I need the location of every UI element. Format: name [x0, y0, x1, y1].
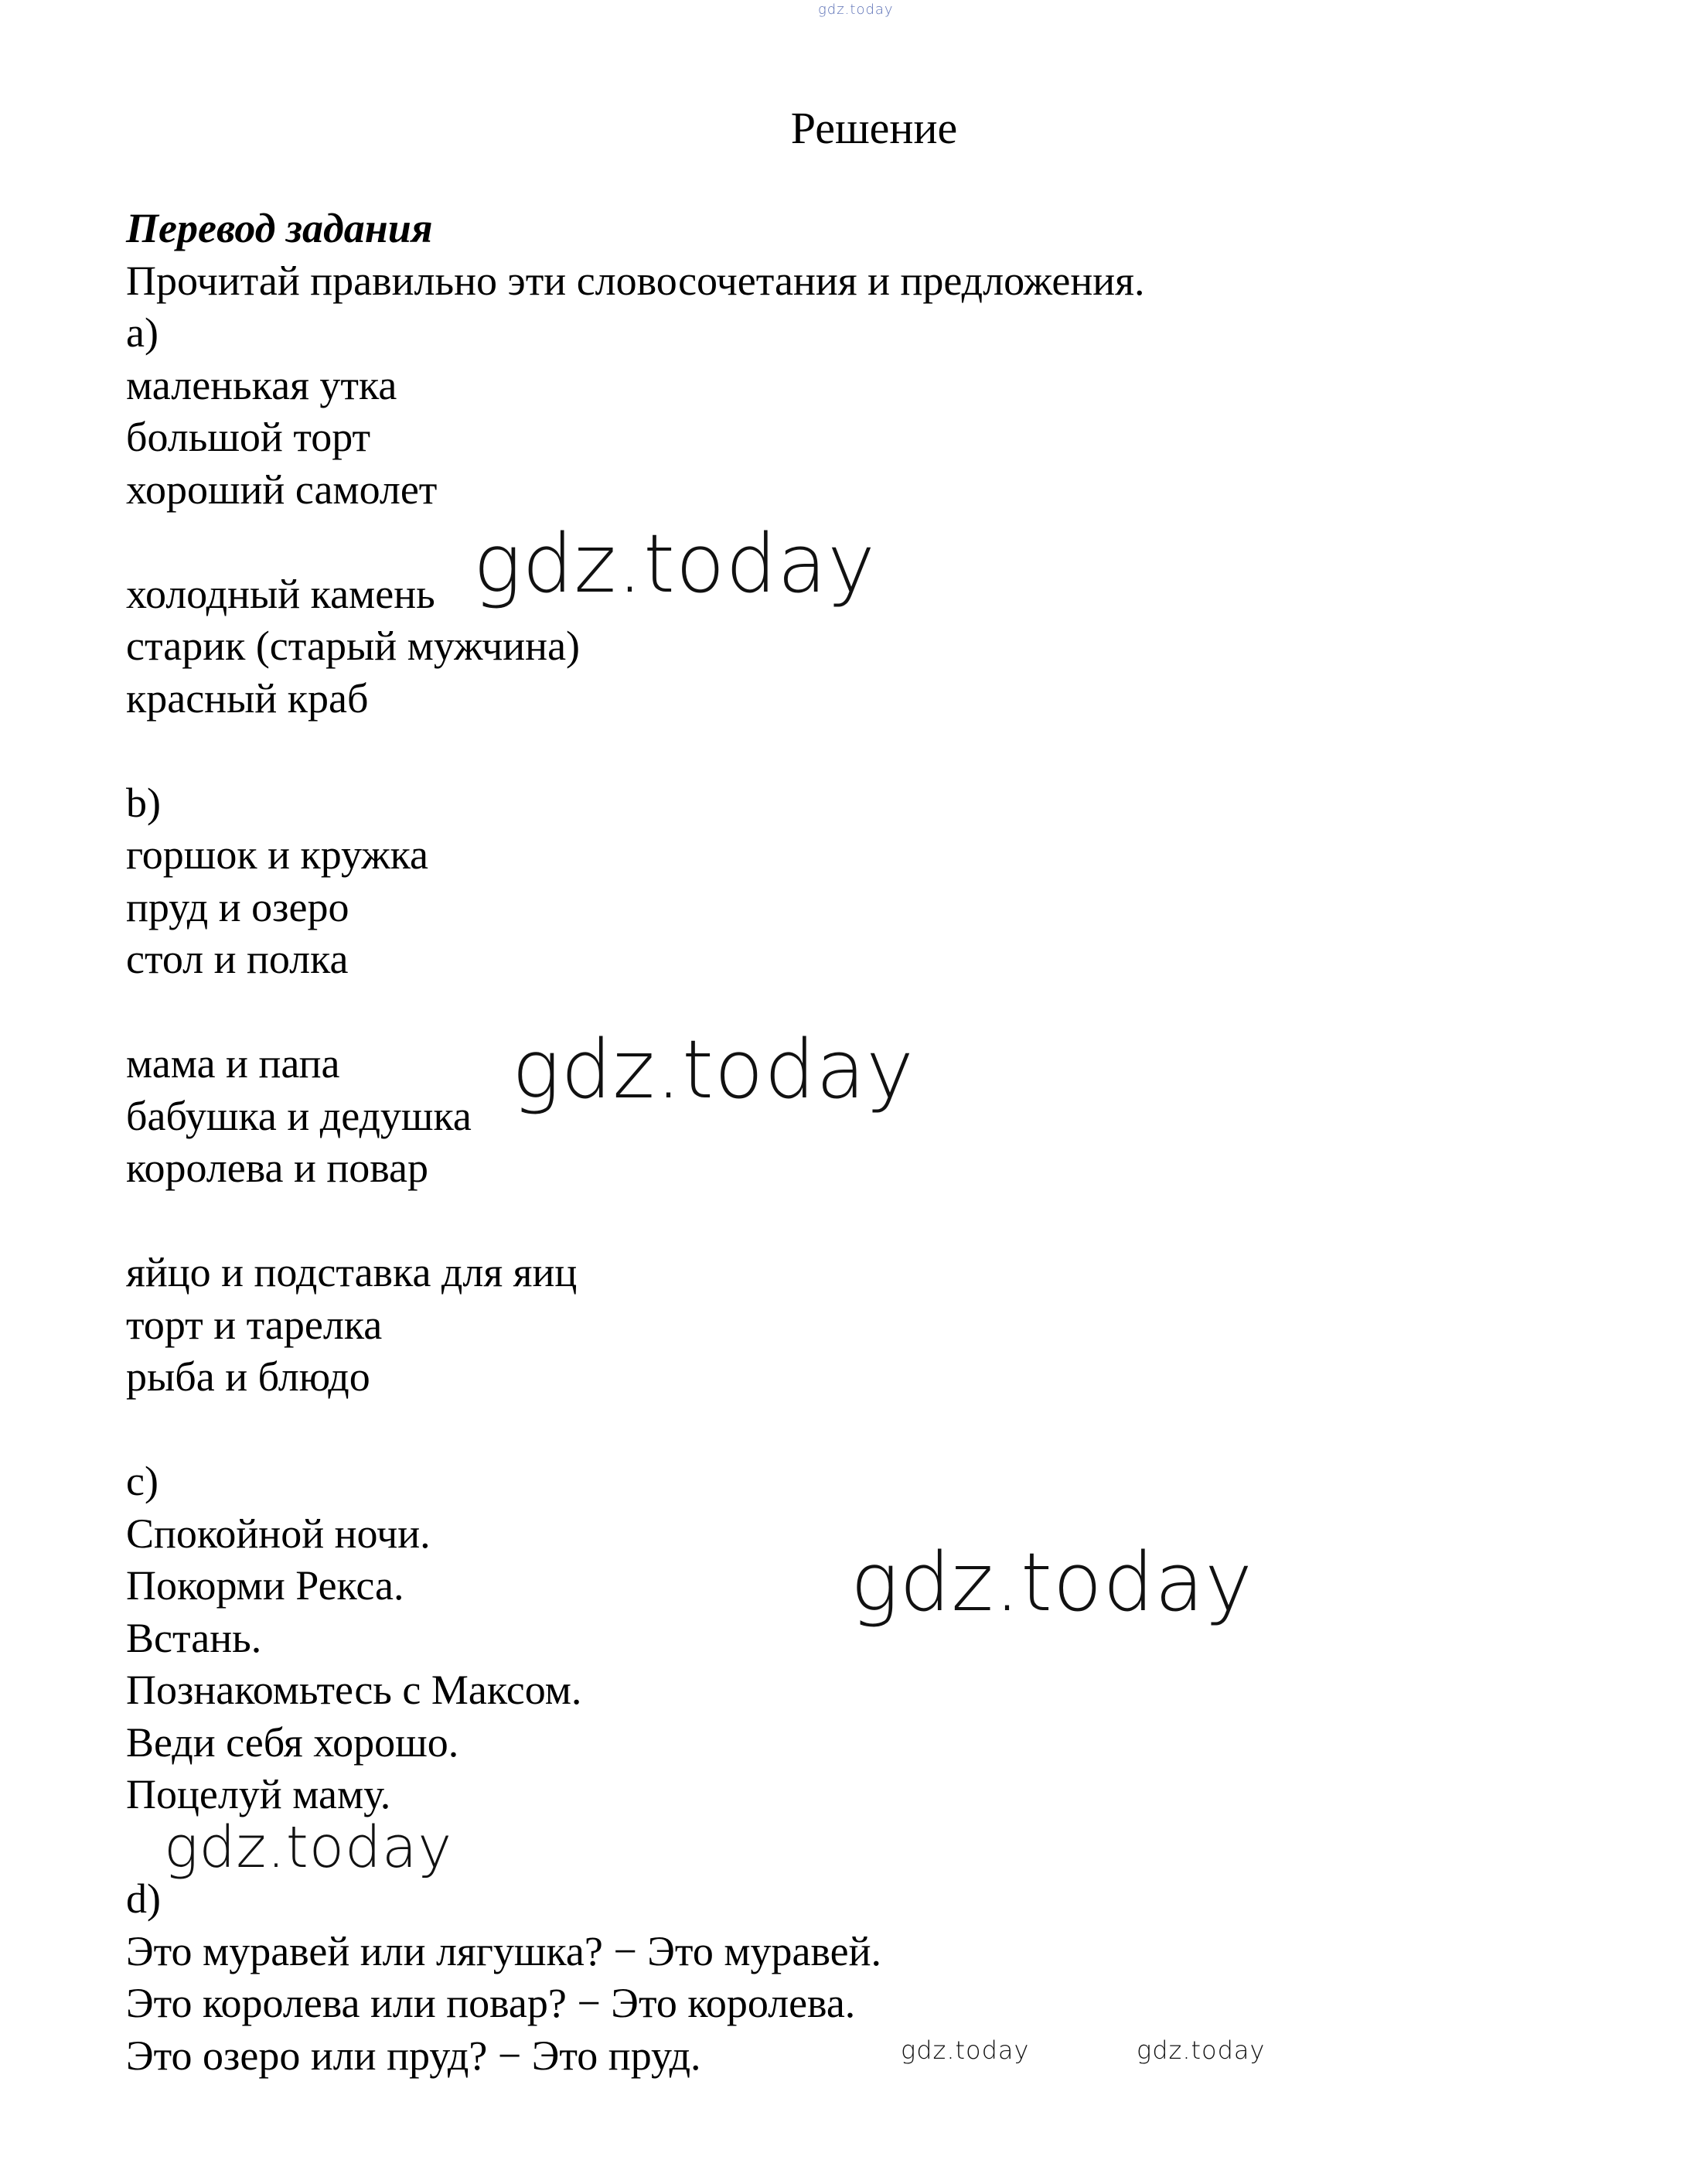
list-item: большой торт — [126, 414, 371, 460]
list-item: стол и полка — [126, 936, 349, 982]
list-item: яйцо и подставка для яиц — [126, 1249, 578, 1295]
list-item: старик (старый мужчина) — [126, 623, 581, 669]
watermark: gdz.today — [901, 2036, 1030, 2065]
list-item: маленькая утка — [126, 361, 397, 408]
list-item: Встань. — [126, 1614, 262, 1661]
watermark: gdz.today — [512, 1022, 915, 1117]
page-title: Решение — [790, 103, 958, 153]
list-item: горшок и кружка — [126, 831, 429, 878]
list-item: бабушка и дедушка — [126, 1092, 472, 1139]
list-item: холодный камень — [126, 570, 435, 617]
section-c-label: c) — [126, 1458, 158, 1504]
watermark: gdz.today — [164, 1814, 453, 1881]
list-item: красный краб — [126, 674, 369, 722]
list-item: Это муравей или лягушка? − Это муравей. — [126, 1927, 882, 1974]
spacer — [126, 1195, 1518, 1247]
list-item: торт и тарелка — [126, 1301, 383, 1348]
section-b-label: b) — [126, 779, 161, 826]
section-d-label: d) — [126, 1875, 161, 1922]
list-item: Покорми Рекса. — [126, 1562, 404, 1609]
spacer — [126, 725, 1518, 777]
list-item: Спокойной ночи. — [126, 1510, 431, 1557]
list-item: Это королева или повар? − Это королева. — [126, 1980, 856, 2026]
list-item: пруд и озеро — [126, 883, 349, 930]
list-item: Поцелуй маму. — [126, 1771, 391, 1817]
list-item: Это озеро или пруд? − Это пруд. — [126, 2032, 701, 2079]
watermark: gdz.today — [850, 1535, 1253, 1629]
translation-heading: Перевод задания — [126, 205, 433, 251]
watermark-top: gdz.today — [818, 2, 894, 18]
list-item: Веди себя хорошо. — [126, 1718, 459, 1766]
watermark: gdz.today — [473, 517, 876, 611]
section-a-label: a) — [126, 309, 158, 356]
list-item: королева и повар — [126, 1145, 428, 1191]
document-body — [126, 203, 1518, 2082]
list-item: хороший самолет — [126, 466, 438, 513]
spacer — [126, 1404, 1518, 1456]
instruction-text: Прочитай правильно эти словосочетания и предложения. — [126, 257, 1145, 304]
list-item: Познакомьтесь с Максом. — [126, 1667, 582, 1713]
watermark: gdz.today — [1137, 2036, 1266, 2065]
list-item: мама и папа — [126, 1040, 340, 1087]
list-item: рыба и блюдо — [126, 1353, 370, 1400]
